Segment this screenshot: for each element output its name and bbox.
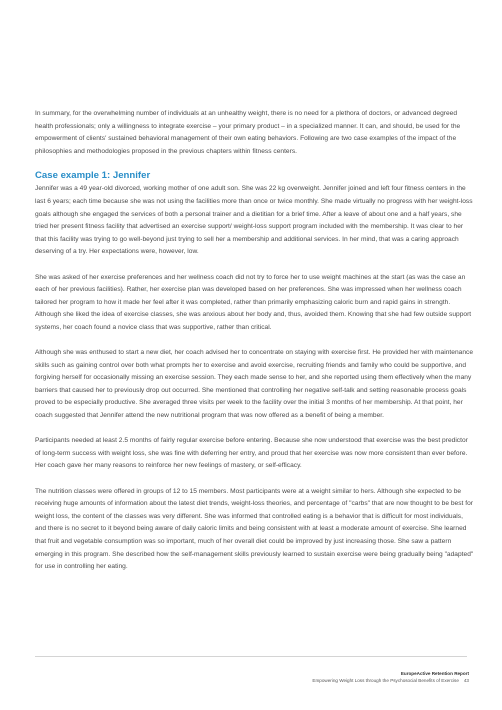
intro-paragraph: In summary, for the overwhelming number of individuals at an unhealthy weight, there is no need for a plethora of doctors, or advanced degreed health professionals; only a willingness to integrate exercise – your primary product – in a specialized manner. It can, and should, be used for the empowerment of clients' sustained behavioral management of their own eating behaviors. Following are two case examples of the impact of the philosophies and methodologies proposed in the previous chapters within fitness centers.: [35, 110, 461, 155]
case-paragraph-4: Participants needed at least 2.5 months of fairly regular exercise before entering. Because she now understood that exercise was the best predictor of long-term success with weight loss, she was fine with deferring her entry, and proud that her exercise was now more consistent than ever before. Her coach gave her many reasons to reinforce her new feelings of mastery, or self-efficacy.: [35, 437, 468, 470]
case-paragraph-2: She was asked of her exercise preferences and her wellness coach did not try to force her to use weight machines at the start (as was the case an each of her previous facilities). Rather, her exercise plan was developed based on her preferences. She was impressed when her wellness coach tailored her program to how it made her feel after it was completed, rather than primarily emphasizing caloric burn and rapid gains in strength. Although she liked the idea of exercise classes, she was anxious about her body and, thus, avoided them. Knowing that she had few outside support systems, her coach found a novice class that was supportive, rather than critical.: [35, 273, 472, 331]
case-paragraph-1: Jennifer was a 49 year-old divorced, working mother of one adult son. She was 22 kg overweight. Jennifer joined and left four fitness centers in the last 6 years; each time because she was not using the facilities more than once or twice monthly. She made virtually no progress with her weight-loss goals although she engaged the services of both a personal trainer and a dietitian for a brief time. After a leave of about one and a half years, she tried her present fitness facility that advertised an exercise support/ weight-loss support program included with the membership. It was clear to her that this facility was trying to go well-beyond just trying to sell her a membership and additional services. In her mind, that was a caring approach deserving of a try. Her expectations were, however, low.: [35, 185, 473, 256]
case-paragraph-5: The nutrition classes were offered in groups of 12 to 15 members. Most participants were at a weight similar to hers. Although she expected to be receiving huge amounts of information about the latest diet trends, weight-loss theories, and percentage of "carbs" that are now thought to be best for weight loss, the content of the classes was very different. She was informed that controlled eating is a behavior that is difficult for most individuals, and there is no secret to it beyond being aware of daily caloric limits and being consistent with at least a moderate amount of exercise. She learned that fruit and vegetable consumption was so important, much of her overall diet could be improved by just increasing those. She saw a pattern emerging in this program. She described how the self-management skills previously learned to sustain exercise were being gradually being "adapted" for use in controlling her eating.: [35, 487, 474, 571]
page-footer: [312, 670, 469, 684]
footer-divider: [35, 656, 467, 657]
footer-report-title: EuropeActive Retention Report: [400, 671, 469, 676]
page-number: 43: [463, 678, 469, 683]
footer-subtitle-line: [312, 677, 469, 684]
case-example-heading: Case example 1: Jennifer: [35, 170, 151, 182]
footer-subtitle: Empowering Weight Loss through the Psychosocial Benefits of Exercise: [312, 678, 459, 683]
page-content: [35, 108, 475, 586]
case-paragraph-3: Although she was enthused to start a new diet, her coach advised her to concentrate on staying with exercise first. He provided her with maintenance skills such as gaining control over both what prompts her to exercise and avoid exercise, recruiting friends and family who could be supportive, and forgiving herself for occasionally missing an exercise session. They each made sense to her, and she reported using them effectively when the many barriers that caused her to previously drop out occurred. She mentioned that controlling her negative self-talk and setting reasonable process goals proved to be especially productive. She averaged three visits per week to the facility over the initial 3 months of her membership. At that point, her coach suggested that Jennifer attend the new nutritional program that was now offered as a benefit of being a member.: [35, 349, 474, 420]
